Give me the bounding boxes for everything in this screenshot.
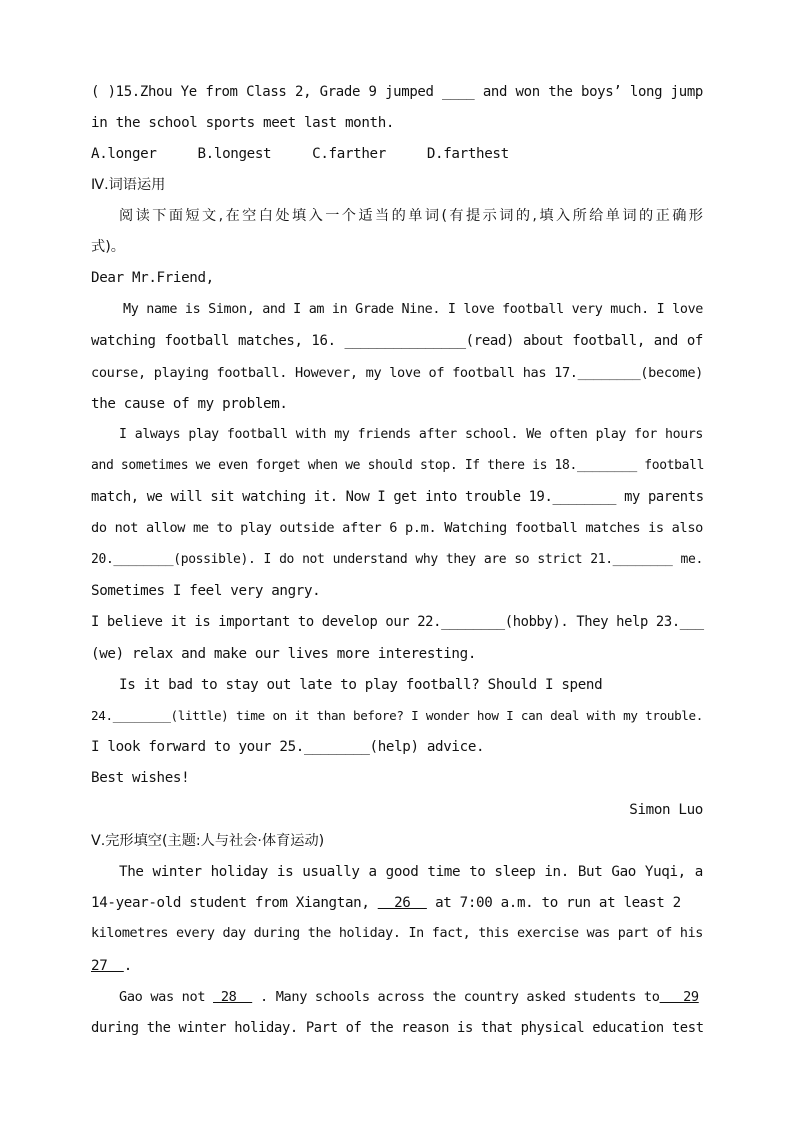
section-5-title: Ⅴ.完形填空(主题:人与社会·体育运动) <box>91 833 325 849</box>
cloze-paragraph-1-line4 <box>91 956 703 976</box>
paragraph-3-line1: I believe it is important to develop our 22.________(hobby). They help 23.___ <box>91 614 704 630</box>
paragraph-4-line2: 24.________(little) time on it than before? I wonder how I can deal with my trouble. <box>91 708 703 723</box>
question-15-line1: ( )15.Zhou Ye from Class 2, Grade 9 jumped ____ and won the boys’ long jump <box>91 84 703 100</box>
letter-signature: Simon Luo <box>629 802 703 818</box>
paragraph-1-line3: course, playing football. However, my love of football has 17.________(become) <box>91 365 703 381</box>
letter-greeting: Dear Mr.Friend, <box>91 270 214 286</box>
blank-26: 26 <box>377 895 427 911</box>
cloze-paragraph-2-line2: during the winter holiday. Part of the reason is that physical education test <box>91 1020 704 1036</box>
blank-27: 27 <box>91 958 124 974</box>
blank-28: 28 <box>213 989 253 1005</box>
cloze-text: . <box>123 958 132 974</box>
paragraph-2-line4: do not allow me to play outside after 6 p.m. Watching football matches is also <box>91 520 703 536</box>
question-15-line2: in the school sports meet last month. <box>91 115 395 131</box>
paragraph-2-line5: 20.________(possible). I do not understand why they are so strict 21.________ me. <box>91 552 703 567</box>
section-4-instruction-line1: 阅读下面短文,在空白处填入一个适当的单词(有提示词的,填入所给单词的正确形 <box>119 208 703 224</box>
cloze-paragraph-2-line1 <box>119 987 703 1007</box>
blank-29: 29 <box>659 989 699 1005</box>
paragraph-2-line1: I always play football with my friends after school. We often play for hours <box>119 427 703 442</box>
paragraph-4-line1: Is it bad to stay out late to play football? Should I spend <box>119 677 603 693</box>
cloze-text: at 7:00 a.m. to run at least 2 <box>426 895 681 911</box>
paragraph-1-line4: the cause of my problem. <box>91 396 288 412</box>
paragraph-1-line2: watching football matches, 16. _______________(read) about football, and of <box>91 333 703 349</box>
cloze-text: 14-year-old student from Xiangtan, <box>91 895 378 911</box>
section-4-instruction-line2: 式)。 <box>91 239 125 255</box>
cloze-text: . Many schools across the country asked students to <box>252 989 660 1005</box>
paragraph-1-line1: My name is Simon, and I am in Grade Nine. I love football very much. I love <box>123 302 703 317</box>
paragraph-2-line3: match, we will sit watching it. Now I get into trouble 19.________ my parents <box>91 489 704 505</box>
cloze-paragraph-1-line2 <box>91 893 703 913</box>
cloze-text: Gao was not <box>119 989 214 1005</box>
paragraph-2-line2: and sometimes we even forget when we should stop. If there is 18.________ football <box>91 458 705 473</box>
cloze-paragraph-1-line3: kilometres every day during the holiday. In fact, this exercise was part of his <box>91 926 703 941</box>
question-15-options: A.longer B.longest C.farther D.farthest <box>91 146 509 162</box>
section-4-title: Ⅳ.词语运用 <box>91 177 166 193</box>
paragraph-4-line3: I look forward to your 25.________(help) advice. <box>91 739 485 755</box>
paragraph-3-line2: (we) relax and make our lives more interesting. <box>91 646 477 662</box>
paragraph-2-line6: Sometimes I feel very angry. <box>91 583 321 599</box>
cloze-paragraph-1-line1: The winter holiday is usually a good time to sleep in. But Gao Yuqi, a <box>119 864 703 880</box>
letter-closing: Best wishes! <box>91 770 190 786</box>
